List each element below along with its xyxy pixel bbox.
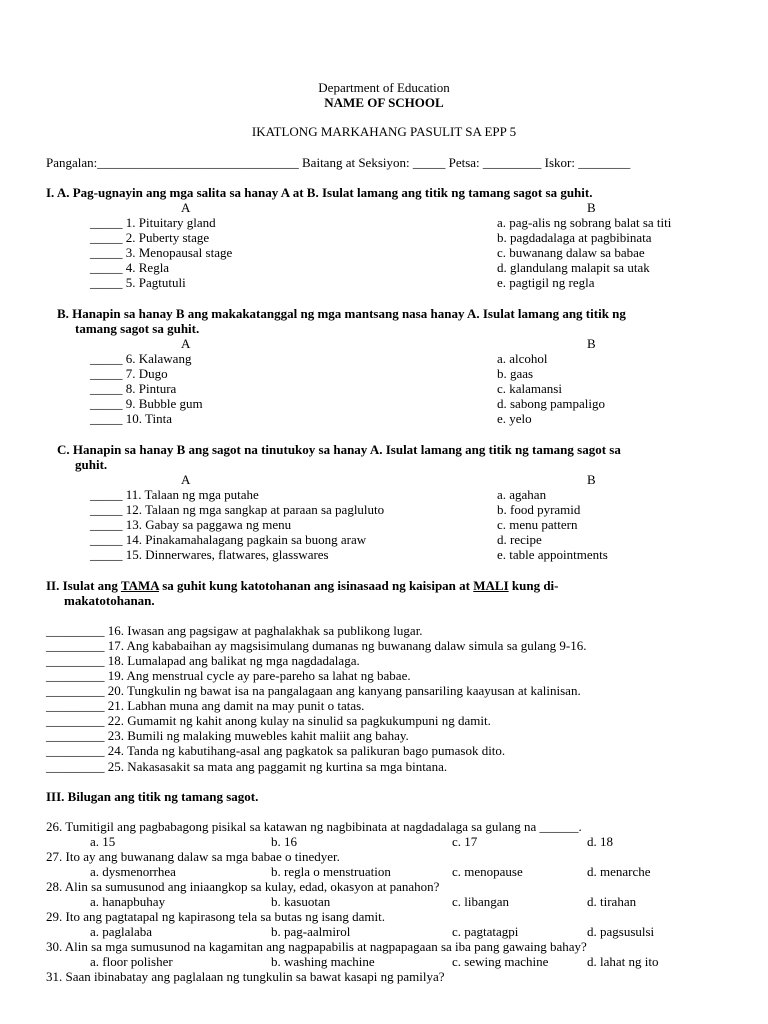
- match-item: _____ 3. Menopausal stage: [90, 245, 233, 260]
- true-false-item: _________ 25. Nakasasakit sa mata ang paggamit ng kurtina sa mga bintana.: [46, 759, 448, 774]
- mc-choice: b. kasuotan: [271, 894, 331, 909]
- match-choice: e. table appointments: [497, 547, 608, 562]
- mc-question: 30. Alin sa mga sumusunod na kagamitan ang nagpapabilis at nagpapagaan sa iba pang gawaing bahay?: [46, 939, 587, 954]
- match-item: _____ 4. Regla: [90, 260, 170, 275]
- mc-choice: a. hanapbuhay: [90, 894, 166, 909]
- match-item: _____ 7. Dugo: [90, 366, 168, 381]
- match-item: _____ 11. Talaan ng mga putahe: [90, 487, 259, 502]
- match-choice: a. pag-alis ng sobrang balat sa titi: [497, 215, 672, 230]
- section-1a-instruction: I. A. Pag-ugnayin ang mga salita sa hanay A at B. Isulat lamang ang titik ng tamang sagot sa guhit.: [46, 185, 593, 200]
- section-3-instruction: III. Bilugan ang titik ng tamang sagot.: [46, 789, 259, 804]
- instruction-text: II. Isulat ang: [46, 578, 121, 593]
- mc-choice: a. floor polisher: [90, 954, 173, 969]
- column-b-header: B: [587, 336, 596, 351]
- mc-choice: a. 15: [90, 834, 116, 849]
- true-false-item: _________ 16. Iwasan ang pagsigaw at paghalakhak sa publikong lugar.: [46, 623, 423, 638]
- school-name: NAME OF SCHOOL: [324, 95, 444, 110]
- instruction-text: kung di-: [508, 578, 559, 593]
- mali-keyword: MALI: [473, 578, 509, 593]
- match-item: _____ 9. Bubble gum: [90, 396, 203, 411]
- true-false-item: _________ 20. Tungkulin ng bawat isa na pangalagaan ang kanyang pansariling kaayusan at kalinisan.: [46, 683, 581, 698]
- section-1b-instruction-cont: tamang sagot sa guhit.: [75, 321, 200, 336]
- department-heading: Department of Education: [318, 80, 450, 95]
- mc-choice: d. 18: [587, 834, 613, 849]
- true-false-item: _________ 19. Ang menstrual cycle ay pare-pareho sa lahat ng babae.: [46, 668, 411, 683]
- match-choice: d. sabong pampaligo: [497, 396, 605, 411]
- match-choice: b. food pyramid: [497, 502, 581, 517]
- mc-choice: d. tirahan: [587, 894, 637, 909]
- match-choice: e. pagtigil ng regla: [497, 275, 595, 290]
- true-false-item: _________ 18. Lumalapad ang balikat ng mga nagdadalaga.: [46, 653, 360, 668]
- mc-choice: c. menopause: [452, 864, 523, 879]
- mc-choice: a. dysmenorrhea: [90, 864, 176, 879]
- instruction-text: sa guhit kung katotohanan ang isinasaad ng kaisipan at: [158, 578, 474, 593]
- mc-choice: b. 16: [271, 834, 297, 849]
- section-1b-instruction: B. Hanapin sa hanay B ang makakatanggal ng mga mantsang nasa hanay A. Isulat lamang ang titik ng: [57, 306, 626, 321]
- mc-choice: c. pagtatagpi: [452, 924, 519, 939]
- column-a-header: A: [181, 200, 191, 215]
- section-1c-instruction: C. Hanapin sa hanay B ang sagot na tinutukoy sa hanay A. Isulat lamang ang titik ng tamang sagot sa: [57, 442, 621, 457]
- mc-question: 26. Tumitigil ang pagbabagong pisikal sa katawan ng nagbibinata at nagdadalaga sa gulang na ______.: [46, 819, 582, 834]
- match-item: _____ 15. Dinnerwares, flatwares, glasswares: [90, 547, 329, 562]
- match-choice: d. recipe: [497, 532, 542, 547]
- mc-choice: d. lahat ng ito: [587, 954, 659, 969]
- match-choice: c. kalamansi: [497, 381, 562, 396]
- match-choice: b. gaas: [497, 366, 534, 381]
- match-choice: c. menu pattern: [497, 517, 578, 532]
- true-false-item: _________ 17. Ang kababaihan ay magsisimulang dumanas ng buwanang dalaw simula sa gulang 9-16.: [46, 638, 587, 653]
- exam-title: IKATLONG MARKAHANG PASULIT SA EPP 5: [251, 124, 517, 139]
- true-false-item: _________ 23. Bumili ng malaking muwebles kahit maliit ang bahay.: [46, 728, 409, 743]
- mc-choice: c. sewing machine: [452, 954, 549, 969]
- match-choice: d. glandulang malapit sa utak: [497, 260, 650, 275]
- match-item: _____ 12. Talaan ng mga sangkap at paraan sa pagluluto: [90, 502, 385, 517]
- match-item: _____ 8. Pintura: [90, 381, 177, 396]
- mc-choice: c. 17: [452, 834, 478, 849]
- mc-choice: d. pagsusulsi: [587, 924, 655, 939]
- mc-question: 27. Ito ay ang buwanang dalaw sa mga babae o tinedyer.: [46, 849, 340, 864]
- match-choice: c. buwanang dalaw sa babae: [497, 245, 645, 260]
- mc-question: 28. Alin sa sumusunod ang iniaangkop sa kulay, edad, okasyon at panahon?: [46, 879, 440, 894]
- mc-choice: b. washing machine: [271, 954, 375, 969]
- true-false-item: _________ 21. Labhan muna ang damit na may punit o tatas.: [46, 698, 365, 713]
- tama-keyword: TAMA: [120, 578, 159, 593]
- match-item: _____ 14. Pinakamahalagang pagkain sa buong araw: [90, 532, 367, 547]
- match-item: _____ 10. Tinta: [90, 411, 172, 426]
- column-a-header: A: [181, 472, 191, 487]
- mc-choice: a. paglalaba: [90, 924, 153, 939]
- student-info-line: Pangalan:_______________________________ Baitang at Seksiyon: _____ Petsa: _________ Iskor: ________: [46, 155, 631, 170]
- match-choice: b. pagdadalaga at pagbibinata: [497, 230, 652, 245]
- match-item: _____ 1. Pituitary gland: [90, 215, 216, 230]
- section-2-instruction-cont: makatotohanan.: [64, 593, 155, 608]
- mc-choice: c. libangan: [452, 894, 510, 909]
- column-b-header: B: [587, 200, 596, 215]
- match-choice: a. alcohol: [497, 351, 548, 366]
- column-a-header: A: [181, 336, 191, 351]
- section-1c-instruction-cont: guhit.: [75, 457, 108, 472]
- match-item: _____ 5. Pagtutuli: [90, 275, 186, 290]
- match-item: _____ 6. Kalawang: [90, 351, 192, 366]
- column-b-header: B: [587, 472, 596, 487]
- mc-choice: b. pag-aalmirol: [271, 924, 351, 939]
- mc-question: 29. Ito ang pagtatapal ng kapirasong tela sa butas ng isang damit.: [46, 909, 385, 924]
- section-2-instruction: [46, 578, 559, 593]
- match-item: _____ 13. Gabay sa paggawa ng menu: [90, 517, 292, 532]
- mc-choice: b. regla o menstruation: [271, 864, 391, 879]
- mc-question: 31. Saan ibinabatay ang paglalaan ng tungkulin sa bawat kasapi ng pamilya?: [46, 969, 445, 984]
- match-choice: a. agahan: [497, 487, 547, 502]
- match-choice: e. yelo: [497, 411, 532, 426]
- true-false-item: _________ 22. Gumamit ng kahit anong kulay na sinulid sa pagkukumpuni ng damit.: [46, 713, 491, 728]
- mc-choice: d. menarche: [587, 864, 651, 879]
- match-item: _____ 2. Puberty stage: [90, 230, 210, 245]
- true-false-item: _________ 24. Tanda ng kabutihang-asal ang pagkatok sa palikuran bago pumasok dito.: [46, 743, 506, 758]
